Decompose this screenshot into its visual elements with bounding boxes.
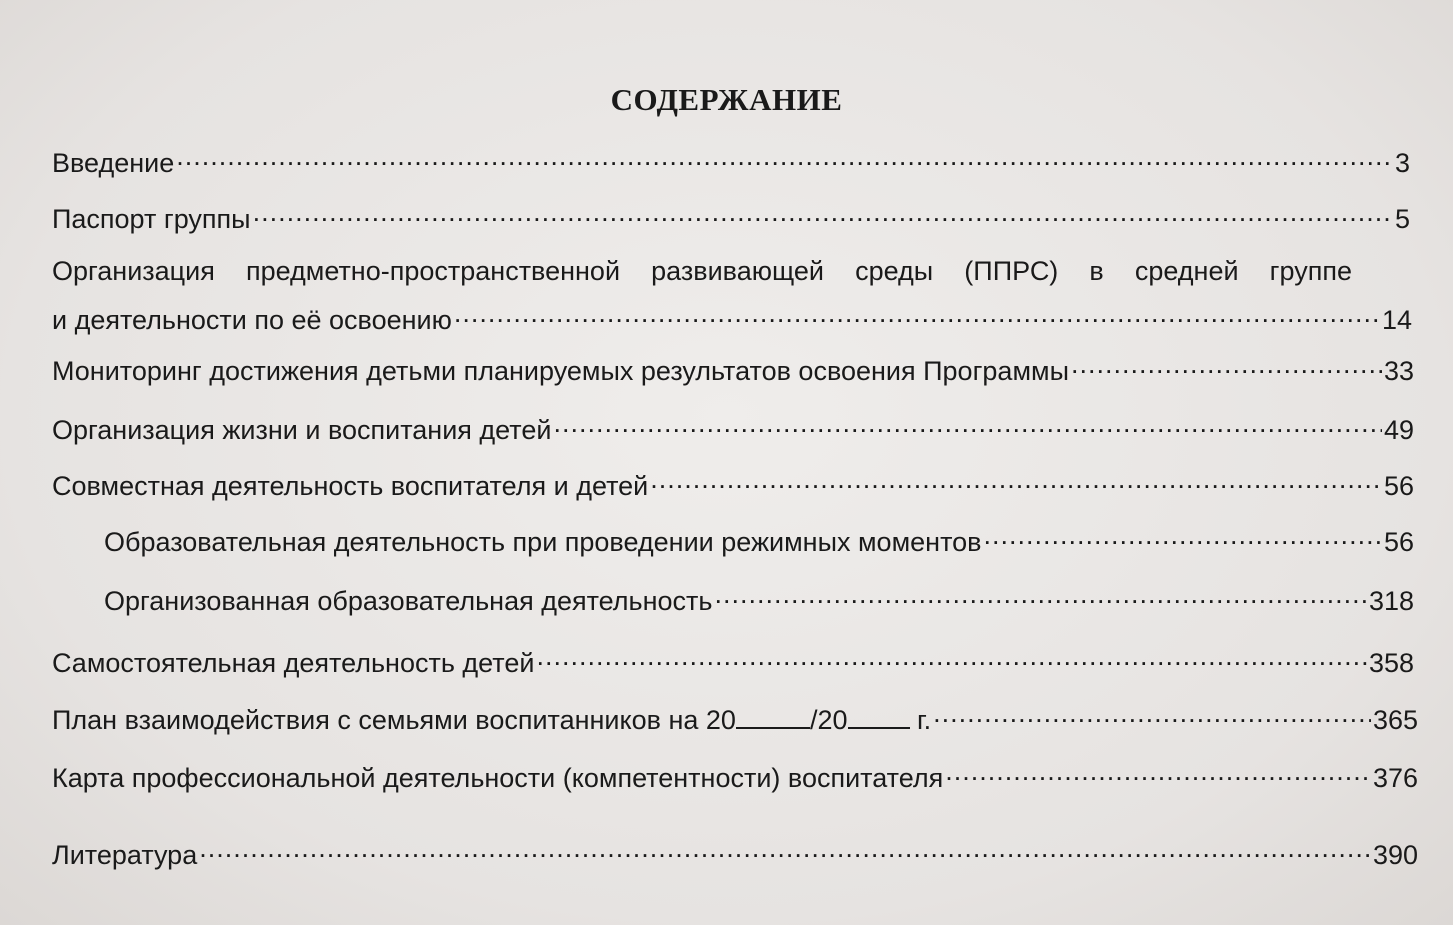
toc-entry-label-line2: и деятельности по её освоению [52,305,452,335]
toc-entry-page: 56 [1383,527,1414,557]
leader-dots [984,523,1382,551]
toc-entry-label: Организованная образовательная деятельность [104,586,713,616]
toc-entry-professional-map [52,759,1418,794]
toc-entry-life-organization [52,411,1414,446]
toc-entry-group-passport [52,200,1410,235]
toc-entry-page: 358 [1368,648,1414,678]
leader-dots [553,411,1382,439]
toc-entry-label-part-b: /20 [809,705,848,735]
toc-entry-label: Паспорт группы [52,204,251,234]
toc-entry-page: 49 [1383,415,1414,445]
leader-dots [650,467,1382,495]
toc-entry-page: 390 [1372,840,1418,870]
toc-entry-organized-activity [104,582,1414,617]
leader-dots [199,836,1371,864]
leader-dots [176,144,1393,172]
year-blank [848,705,910,729]
toc-entry-label: Карта профессиональной деятельности (компетентности) воспитателя [52,763,944,793]
toc-entry-label: Организация жизни и воспитания детей [52,415,552,445]
toc-entry-page: 56 [1383,471,1414,501]
toc-entry-label-line1: Организация предметно-пространственной развивающей среды (ППРС) в средней группе [52,256,1352,286]
toc-entry-label [52,704,931,736]
toc-entry-label: Совместная деятельность воспитателя и детей [52,471,649,501]
leader-dots [536,644,1366,672]
toc-entry-joint-activity [52,467,1414,502]
leader-dots [454,301,1380,329]
toc-entry-literature [52,836,1418,871]
page-title: СОДЕРЖАНИЕ [610,82,843,117]
toc-entry-label: Мониторинг достижения детьми планируемых результатов освоения Программы [52,356,1069,386]
toc-entry-family-plan [52,701,1418,736]
leader-dots [1071,352,1382,380]
toc-entry-independent-activity [52,644,1414,679]
toc-entry-page: 33 [1383,356,1414,386]
toc-entry-label-part-a: План взаимодействия с семьями воспитанников на 20 [52,705,736,735]
leader-dots [945,759,1371,787]
toc-entry-label: Литература [52,840,198,870]
toc-entry-monitoring [52,352,1414,387]
toc-entry-routine-activity [104,523,1414,558]
toc-entry-page: 376 [1372,763,1418,793]
leader-dots [253,200,1393,228]
toc-entry-label-part-c: г. [917,705,932,735]
year-blank [736,705,810,729]
toc-entry-environment [52,255,1412,336]
toc-entry-page: 318 [1368,586,1414,616]
toc-entry-label: Образовательная деятельность при проведении режимных моментов [104,527,982,557]
leader-dots [933,701,1371,729]
toc-entry-label: Самостоятельная деятельность детей [52,648,535,678]
leader-dots [714,582,1366,610]
toc-entry-label: Введение [52,148,175,178]
toc-entry-page: 365 [1372,705,1418,735]
toc-entry-introduction [52,144,1410,179]
toc-entry-page: 5 [1394,204,1410,234]
toc-entry-page: 3 [1394,148,1410,178]
toc-entry-page: 14 [1381,305,1412,335]
